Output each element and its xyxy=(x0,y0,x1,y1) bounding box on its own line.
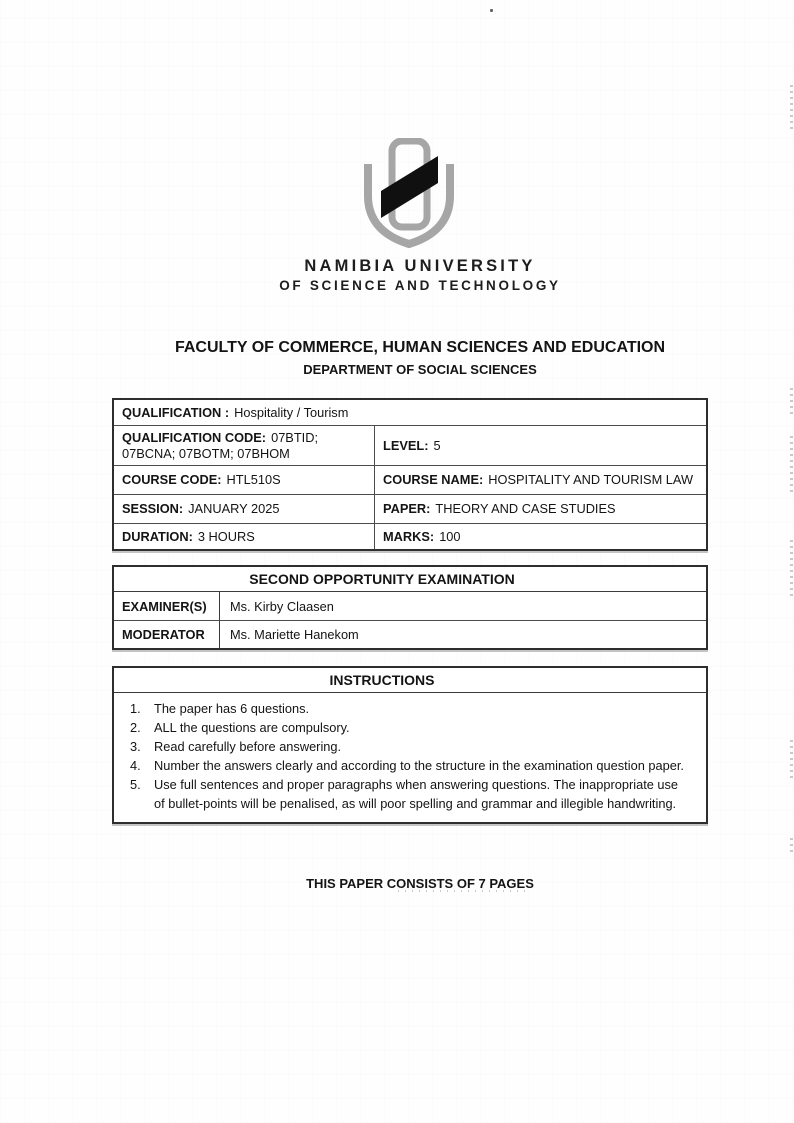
marks-value: 100 xyxy=(439,528,461,544)
table-row xyxy=(114,494,706,523)
examiner-label: EXAMINER(S) xyxy=(114,592,220,620)
table-row xyxy=(114,400,706,425)
moderator-label: MODERATOR xyxy=(114,621,220,648)
instruction-item: The paper has 6 questions. xyxy=(154,701,310,716)
scan-edge-artifact xyxy=(790,436,793,494)
qualification-value: Hospitality / Tourism xyxy=(234,404,349,420)
course-code-value: HTL510S xyxy=(226,472,281,487)
table-row xyxy=(114,523,706,549)
instruction-item: Read carefully before answering. xyxy=(154,739,342,754)
scan-speck xyxy=(490,9,493,12)
faculty-heading xyxy=(46,338,794,379)
course-name-label: COURSE NAME: xyxy=(383,472,484,487)
course-name-cell xyxy=(375,466,706,494)
page-count-note: THIS PAPER CONSISTS OF 7 PAGES xyxy=(306,876,534,891)
nust-logo-icon xyxy=(361,138,457,248)
examination-table xyxy=(112,565,708,650)
instruction-item: Number the answers clearly and according to the structure in the examination question paper. xyxy=(154,758,684,773)
shield-logo-svg xyxy=(361,138,457,248)
paper-label: PAPER: xyxy=(383,501,431,516)
session-cell xyxy=(114,495,375,523)
marks-label: MARKS: xyxy=(383,528,435,544)
table-row xyxy=(114,425,706,465)
paper-cell xyxy=(375,495,706,523)
scan-edge-artifact xyxy=(790,740,793,778)
course-name-value: HOSPITALITY AND TOURISM LAW xyxy=(488,472,694,487)
faculty-title: FACULTY OF COMMERCE, HUMAN SCIENCES AND EDUCATION xyxy=(174,339,666,356)
level-cell xyxy=(375,426,706,465)
table-row xyxy=(114,465,706,494)
duration-label: DURATION: xyxy=(122,528,193,544)
duration-cell xyxy=(114,524,375,549)
instructions-title-row xyxy=(114,668,706,693)
course-code-label: COURSE CODE: xyxy=(122,472,222,487)
course-info-table xyxy=(112,398,708,551)
scan-edge-artifact xyxy=(790,838,793,852)
scan-edge-artifact xyxy=(790,388,793,414)
course-code-cell xyxy=(114,466,375,494)
examiner-value: Ms. Kirby Claasen xyxy=(230,598,334,614)
instruction-item: ALL the questions are compulsory. xyxy=(154,720,350,735)
instructions-box xyxy=(112,666,708,824)
level-value: 5 xyxy=(433,437,441,453)
session-value: JANUARY 2025 xyxy=(188,501,280,516)
level-label: LEVEL: xyxy=(383,437,429,453)
duration-value: 3 HOURS xyxy=(197,528,255,544)
examination-title-row xyxy=(114,567,706,592)
university-tagline: OF SCIENCE AND TECHNOLOGY xyxy=(279,278,561,293)
instruction-item: Use full sentences and proper paragraphs when answering questions. The inappropriate use of bullet-points will be penalised, as will poor spelling and grammar and illegible handwriting. xyxy=(154,777,679,811)
table-row xyxy=(114,592,706,620)
scan-edge-artifact xyxy=(790,85,793,133)
qualification-cell xyxy=(114,400,706,425)
qualification-code-cell xyxy=(114,426,375,465)
instructions-list xyxy=(114,693,706,822)
qualification-code-value: 07BTID; 07BCNA; 07BOTM; 07BHOM xyxy=(122,429,319,461)
department-title: DEPARTMENT OF SOCIAL SCIENCES xyxy=(303,362,537,377)
instructions-title: INSTRUCTIONS xyxy=(329,672,435,688)
session-label: SESSION: xyxy=(122,501,184,516)
qualification-label: QUALIFICATION : xyxy=(122,404,230,420)
university-wordmark xyxy=(46,256,794,296)
examination-title: SECOND OPPORTUNITY EXAMINATION xyxy=(249,571,515,587)
table-row xyxy=(114,620,706,648)
qualification-code-label: QUALIFICATION CODE: xyxy=(122,429,267,445)
marks-cell xyxy=(375,524,706,549)
university-name: NAMIBIA UNIVERSITY xyxy=(304,257,536,275)
scan-edge-artifact xyxy=(790,540,793,598)
paper-value: THEORY AND CASE STUDIES xyxy=(435,501,616,516)
moderator-value: Ms. Mariette Hanekom xyxy=(230,627,359,642)
